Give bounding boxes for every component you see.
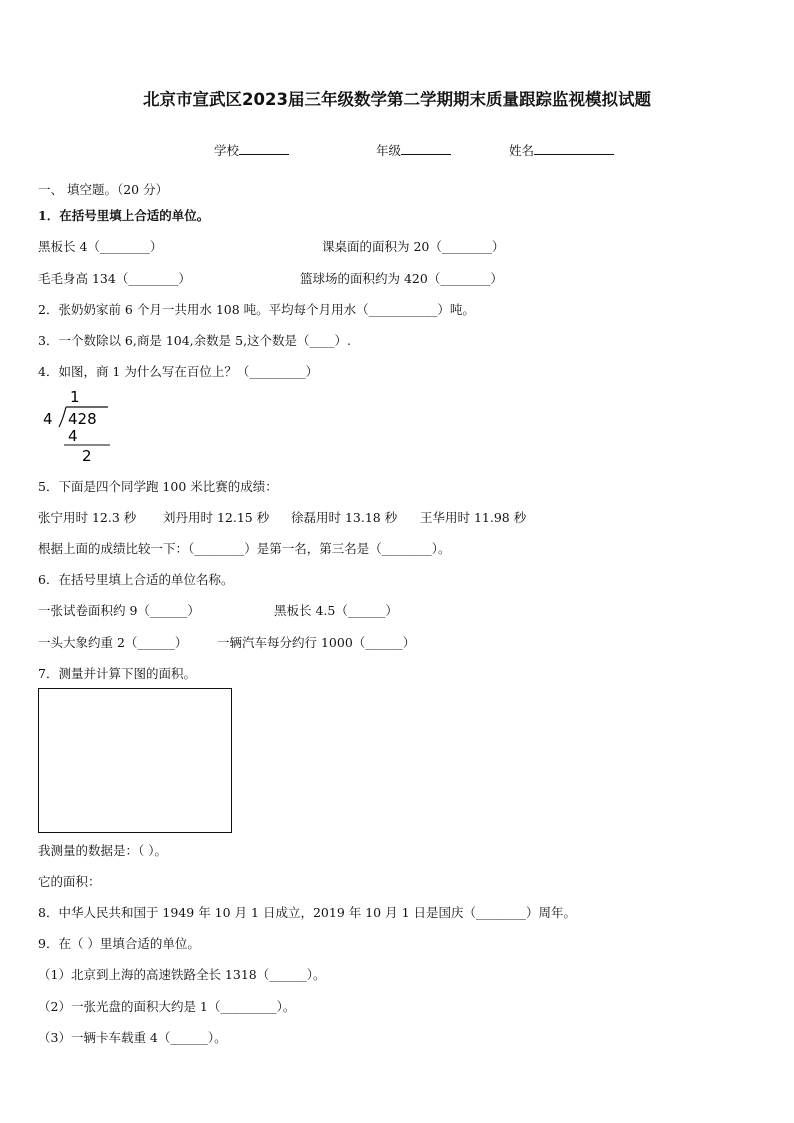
q3-text: 3．一个数除以 6,商是 104,余数是 5,这个数是（____）. <box>38 333 352 348</box>
q5-result-1: 张宁用时 12.3 秒 <box>38 510 137 525</box>
q5-result-3: 徐磊用时 13.18 秒 <box>291 510 398 525</box>
q7-stem: 7．测量并计算下图的面积。 <box>38 666 196 681</box>
school-blank[interactable] <box>239 141 289 155</box>
q1-item-c: 毛毛身高 134（________） <box>38 271 191 286</box>
grade-label: 年级 <box>376 143 402 158</box>
name-label: 姓名 <box>509 143 535 158</box>
q9-item-3: （3）一辆卡车载重 4（______）。 <box>38 1030 227 1045</box>
q9-item-1: （1）北京到上海的高速铁路全长 1318（______）。 <box>38 967 326 982</box>
q6-item-d: 一辆汽车每分约行 1000（______） <box>217 635 416 650</box>
name-blank[interactable] <box>534 141 614 155</box>
q7-measure: 我测量的数据是：（ ）。 <box>38 843 167 858</box>
q6-item-a: 一张试卷面积约 9（______） <box>38 603 200 618</box>
q1-item-d: 篮球场的面积约为 420（________） <box>300 271 503 286</box>
measurement-rectangle <box>38 688 232 833</box>
grade-blank[interactable] <box>401 141 451 155</box>
division-divisor: 4 <box>43 410 53 428</box>
q5-question: 根据上面的成绩比较一下：（________）是第一名，第三名是（________）。 <box>38 541 451 556</box>
page-title: 北京市宣武区2023届三年级数学第二学期期末质量跟踪监视模拟试题 <box>143 90 651 109</box>
q1-stem: 1．在括号里填上合适的单位。 <box>38 208 210 223</box>
q7-area: 它的面积： <box>38 874 101 889</box>
q9-item-2: （2）一张光盘的面积大约是 1（_________）。 <box>38 999 296 1014</box>
grade-field <box>376 141 451 160</box>
division-remainder: 2 <box>82 447 92 465</box>
school-field <box>214 141 289 160</box>
q2-text: 2．张奶奶家前 6 个月一共用水 108 吨。平均每个月用水（___________）吨。 <box>38 302 475 317</box>
name-field <box>509 141 614 160</box>
q5-result-4: 王华用时 11.98 秒 <box>420 510 527 525</box>
q5-result-2: 刘丹用时 12.15 秒 <box>163 510 270 525</box>
division-quotient: 1 <box>70 388 80 406</box>
q1-item-b: 课桌面的面积为 20（________） <box>322 239 505 254</box>
school-label: 学校 <box>214 143 240 158</box>
q8-text: 8．中华人民共和国于 1949 年 10 月 1 日成立，2019 年 10 月 1 日是国庆（________）周年。 <box>38 905 577 920</box>
q6-item-c: 一头大象约重 2（______） <box>38 635 188 650</box>
division-product: 4 <box>68 427 78 445</box>
division-dividend: 428 <box>68 410 97 428</box>
q1-item-a: 黑板长 4（________） <box>38 239 163 254</box>
section-heading: 一、 填空题。（20 分） <box>38 182 169 197</box>
q5-stem: 5．下面是四个同学跑 100 米比赛的成绩： <box>38 479 278 494</box>
long-division-figure <box>38 386 128 468</box>
q4-stem: 4．如图，商 1 为什么写在百位上？（_________） <box>38 364 319 379</box>
q6-stem: 6．在括号里填上合适的单位名称。 <box>38 572 234 587</box>
q6-item-b: 黑板长 4.5（______） <box>274 603 398 618</box>
q9-stem: 9．在（ ）里填合适的单位。 <box>38 936 200 951</box>
